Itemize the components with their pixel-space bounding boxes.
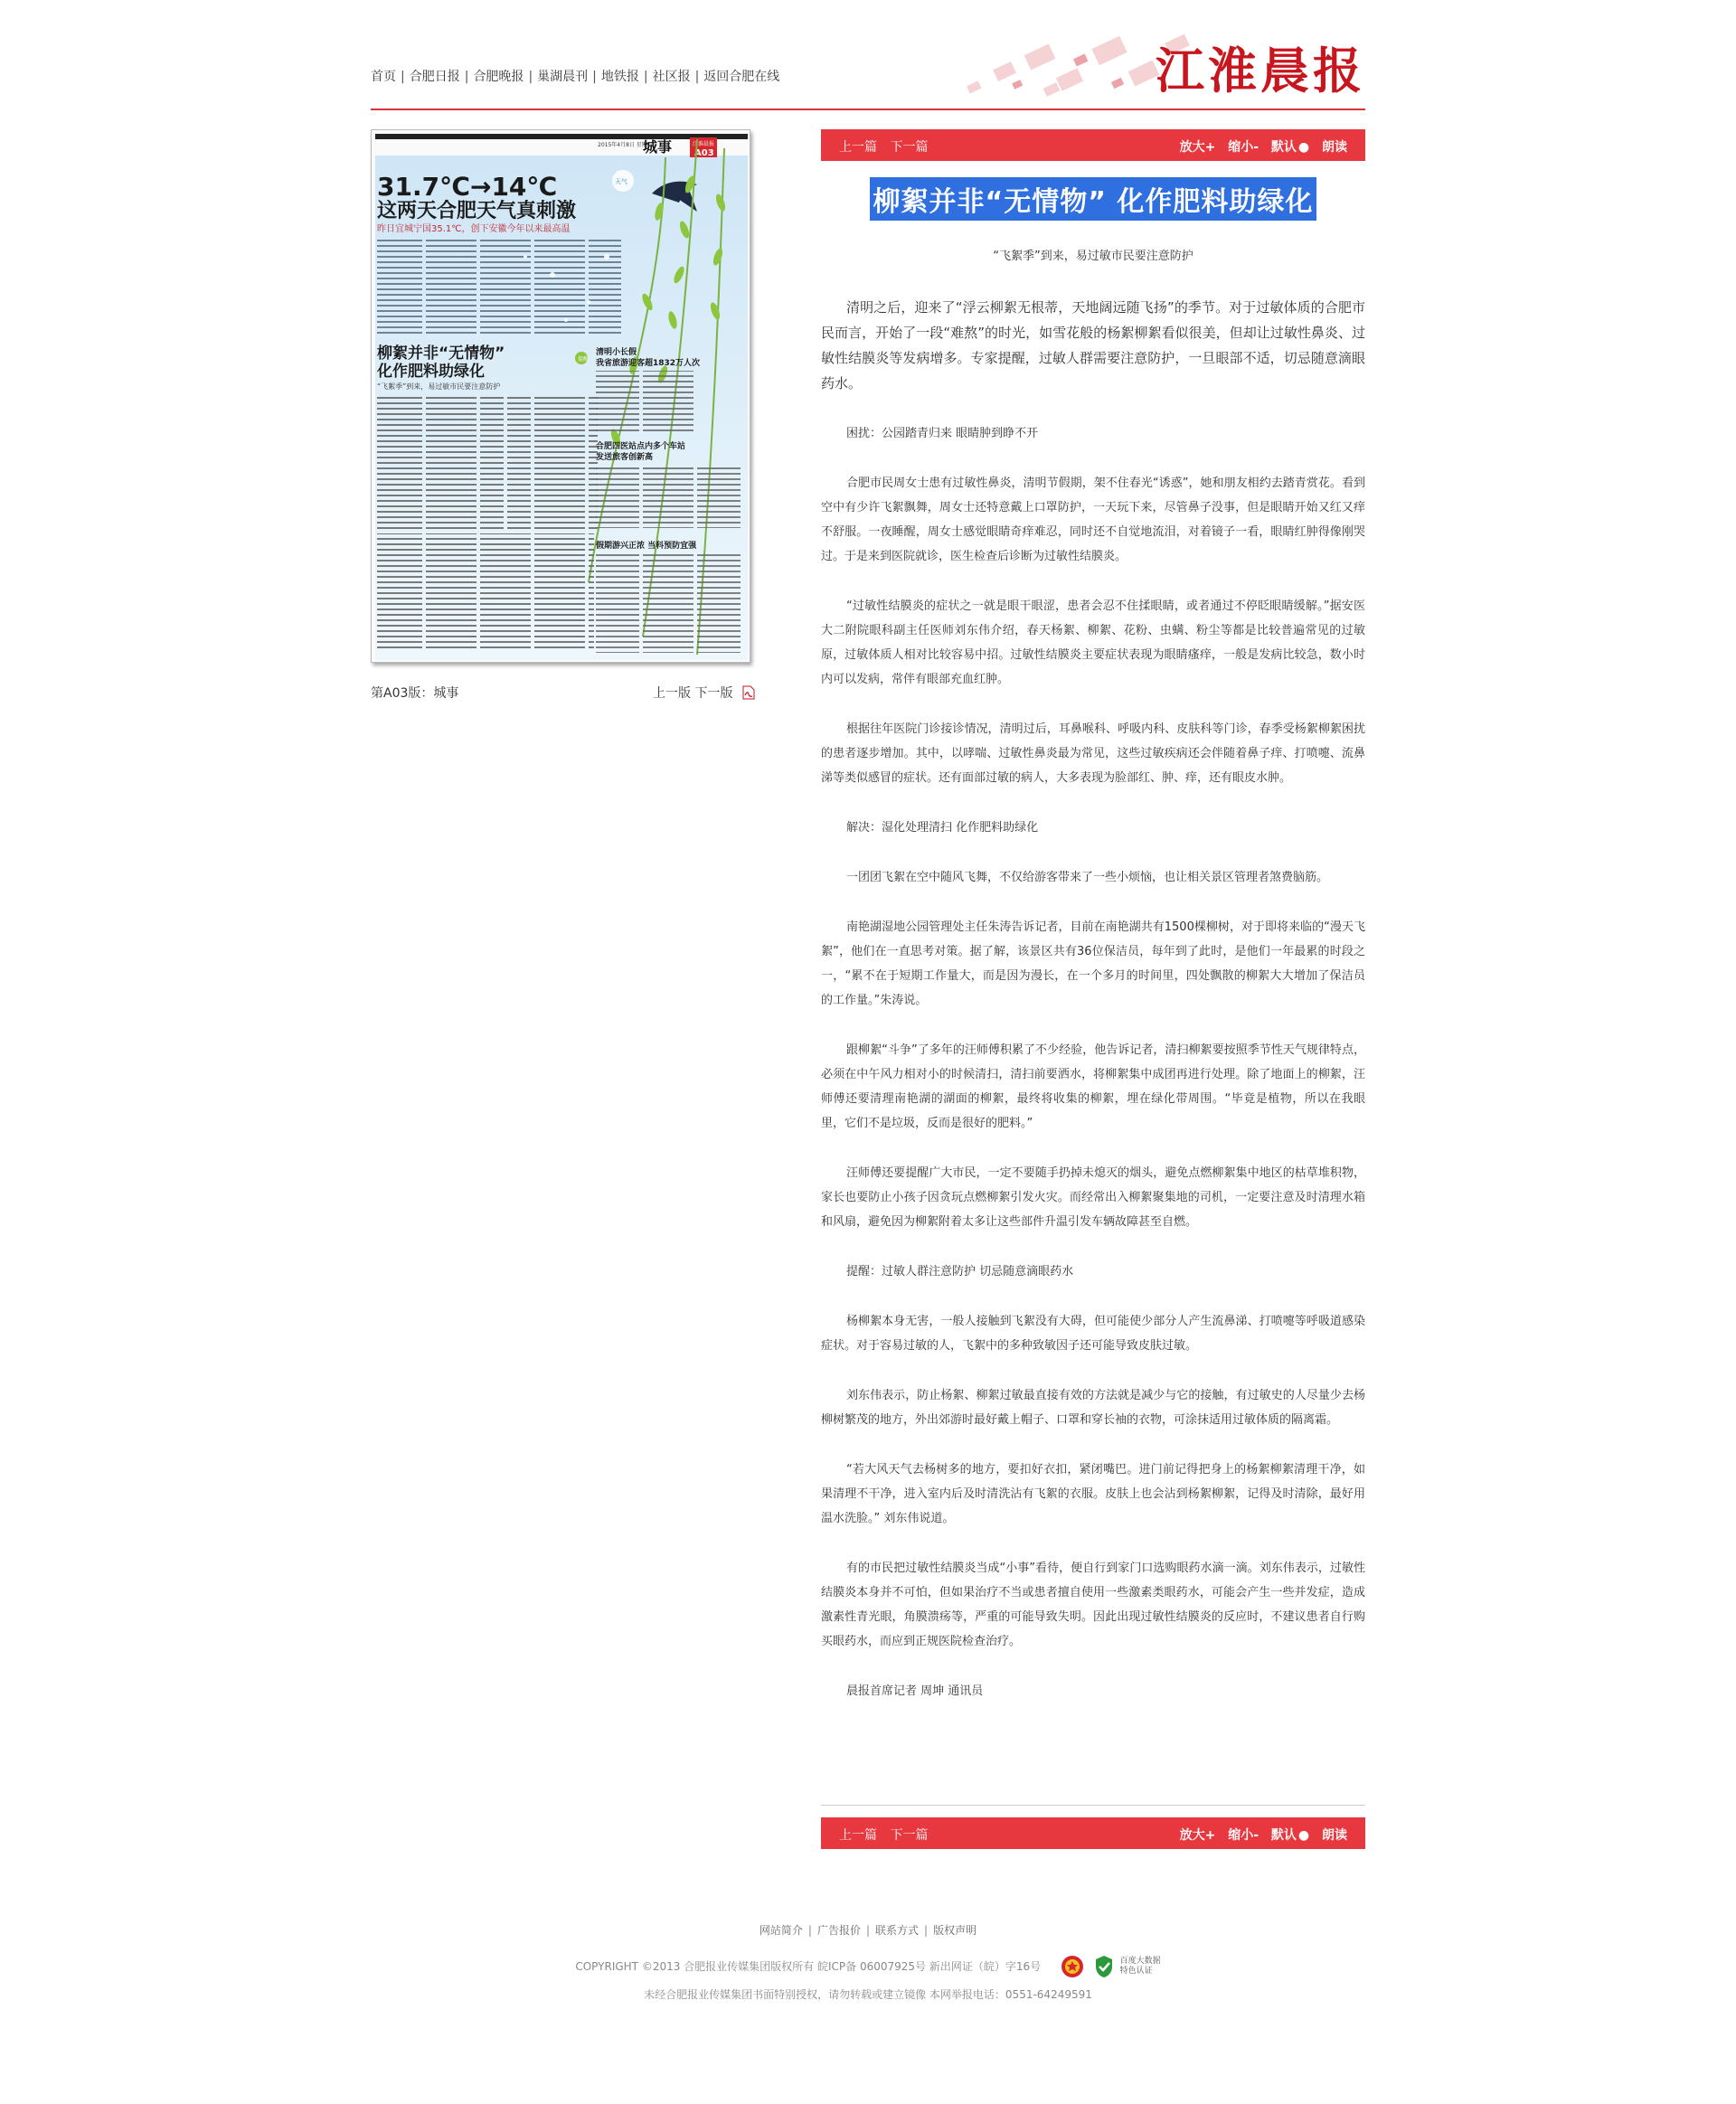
article-body: [821, 295, 1365, 1729]
nav-separator: |: [528, 70, 533, 84]
nav-metro[interactable]: 地铁报: [600, 70, 639, 84]
article-divider: [821, 1805, 1365, 1806]
default-size-button[interactable]: [1271, 140, 1309, 155]
page-section-name: 城事: [643, 138, 673, 156]
default-dot-icon: ●: [1297, 1828, 1310, 1843]
brand-logo[interactable]: 江淮晨报: [1156, 42, 1365, 99]
zoom-out-button[interactable]: 缩小-: [1228, 140, 1260, 155]
prev-article-button[interactable]: 上一篇: [839, 1828, 877, 1843]
zoom-in-button[interactable]: 放大+: [1179, 140, 1216, 155]
footer-link-contact[interactable]: 联系方式: [875, 1924, 920, 1937]
weather-subheadline: 昨日宜城宁国35.1℃，创下安徽今年以来最高温: [377, 224, 571, 234]
nav-separator: |: [643, 70, 648, 84]
newspaper-page-image[interactable]: [371, 129, 750, 663]
footer-separator: |: [865, 1924, 871, 1937]
nav-hefei-evening[interactable]: 合肥晚报: [473, 70, 524, 84]
next-article-button[interactable]: 下一篇: [890, 140, 929, 155]
page-nav: [653, 684, 755, 702]
default-size-button[interactable]: [1271, 1828, 1309, 1843]
default-size-label: 默认: [1270, 1828, 1297, 1843]
newspaper-page-drawing: [372, 130, 750, 663]
read-aloud-button[interactable]: 朗读: [1322, 1828, 1347, 1843]
nav-home[interactable]: 首页: [371, 70, 396, 84]
article-paragraph: 汪师傅还要提醒广大市民，一定不要随手扔掉未熄灭的烟头，避免点燃柳絮集中地区的枯草堆积物，家长也要防止小孩子因贪玩点燃柳絮引发火灾。而经常出入柳絮聚集地的司机，一定要注意及时清理水箱和风扇，避免因为柳絮附着太多让这些部件升温引发车辆故障甚至自燃。: [821, 1166, 1365, 1229]
article-subtitle: “飞絮季”到来，易过敏市民要注意防护: [993, 250, 1194, 263]
nav-chaohu[interactable]: 巢湖晨刊: [537, 70, 589, 84]
nav-back-hefei-online[interactable]: 返回合肥在线: [703, 70, 780, 84]
willow-headline-2: 化作肥料助绿化: [377, 363, 485, 381]
article-paragraph: 一团团飞絮在空中随风飞舞，不仅给游客带来了一些小烦恼，也让相关景区管理者煞费脑筋。: [846, 871, 1329, 884]
side-headline-2b: 发送旅客创新高: [596, 453, 654, 462]
page-badge-top: 江淮晨报: [693, 141, 715, 147]
article-paragraph: 清明之后，迎来了“浮云柳絮无根蒂，天地阔远随飞扬”的季节。对于过敏体质的合肥市民而言，开始了一段“难熬”的时光，如雪花般的杨絮柳絮看似很美，但却让过敏性鼻炎、过敏性结膜炎等发病增多。专家提醒，过敏人群需要注意防护，一旦眼部不适，切忌随意滴眼药水。: [821, 299, 1365, 392]
pdf-icon[interactable]: [742, 685, 755, 700]
side-headline-2: 合肥四医站点内多个车站: [596, 442, 686, 451]
default-dot-icon: ●: [1297, 140, 1310, 155]
weather-headline-2: 这两天合肥天气真刺激: [377, 200, 577, 222]
nav-separator: |: [464, 70, 469, 84]
badge-label-2: 特色认证: [1119, 1967, 1153, 1976]
article-paragraph: 杨柳絮本身无害，一般人接触到飞絮没有大碍，但可能使少部分人产生流鼻涕、打喷嚏等呼吸道感染症状。对于容易过敏的人，飞絮中的多种致敏因子还可能导致皮肤过敏。: [821, 1315, 1365, 1353]
police-badge-icon[interactable]: [1061, 1953, 1084, 1980]
zoom-out-button[interactable]: 缩小-: [1228, 1828, 1260, 1843]
article-section-heading: 提醒：过敏人群注意防护 切忌随意滴眼药水: [846, 1265, 1074, 1278]
nav-separator: |: [592, 70, 597, 84]
side-headline-1: 清明小长假: [596, 348, 637, 357]
footer-copyright-row: [0, 1953, 1736, 1980]
badge-text: [1120, 1957, 1161, 1977]
article-byline: 晨报首席记者 周坤 通讯员: [846, 1684, 984, 1698]
article-paragraph: 根据往年医院门诊接诊情况，清明过后，耳鼻喉科、呼吸内科、皮肤科等门诊，春季受杨絮柳絮困扰的患者逐步增加。其中，以哮喘、过敏性鼻炎最为常见，这些过敏疾病还会伴随着鼻子痒、打喷嚏、流鼻涕等类似感冒的症状。还有面部过敏的病人，大多表现为脸部红、肿、痒，还有眼皮水肿。: [821, 722, 1365, 785]
footer-link-ads[interactable]: 广告报价: [816, 1924, 861, 1937]
nav-separator: |: [694, 70, 700, 84]
side-headline-3: 假期游兴正浓 当科预防宜强: [596, 542, 697, 551]
page-badge-num: A03: [694, 148, 714, 158]
footer-link-copyright[interactable]: 版权声明: [933, 1924, 977, 1937]
article-paragraph: 跟柳絮“斗争”了多年的汪师傅积累了不少经验，他告诉记者，清扫柳絮要按照季节性天气规律特点，必须在中午风力相对小的时候清扫，清扫前要洒水，将柳絮集中成团再进行处理。除了地面上的柳絮，汪师傅还要清理南艳湖的湖面的柳絮，最终将收集的柳絮，埋在绿化带周围。“毕竟是植物，所以在我眼里，它们不是垃圾，反而是很好的肥料。”: [821, 1043, 1365, 1130]
prev-page-link[interactable]: 上一版: [653, 686, 691, 701]
top-nav: [371, 67, 779, 85]
footer-copyright: COPYRIGHT ©2013 合肥报业传媒集团版权所有 皖ICP备 06007925号 新出网证（皖）字16号: [575, 1959, 1042, 1973]
weather-headline: 31.7℃→14℃: [377, 172, 558, 202]
footer-separator: |: [807, 1924, 812, 1937]
article-section-heading: 困扰：公园踏青归来 眼睛肿到睁不开: [846, 427, 1039, 440]
article-title: 柳絮并非“无情物” 化作肥料助绿化: [870, 177, 1317, 221]
article-toolbar-top: [821, 129, 1365, 161]
article-toolbar-bottom: [821, 1817, 1365, 1849]
read-aloud-button[interactable]: 朗读: [1322, 140, 1347, 155]
footer-notice: 未经合肥报业传媒集团书面特别授权，请勿转载或建立镜像 本网举报电话：0551-64249591: [644, 1988, 1092, 2001]
willow-subheadline: “飞絮季”到来，易过敏市民要注意防护: [377, 382, 501, 391]
next-page-link[interactable]: 下一版: [694, 686, 733, 701]
nav-community[interactable]: 社区报: [652, 70, 691, 84]
prev-article-button[interactable]: 上一篇: [839, 140, 877, 155]
article-paragraph: 刘东伟表示，防止杨絮、柳絮过敏最直接有效的方法就是减少与它的接触，有过敏史的人尽量少去杨柳树繁茂的地方，外出郊游时最好戴上帽子、口罩和穿长袖的衣物，可涂抹适用过敏体质的隔离霜。: [821, 1389, 1365, 1427]
page-date-line: 2015年4月8日 星期三: [598, 142, 653, 148]
article-paragraph: 有的市民把过敏性结膜炎当成“小事”看待，便自行到家门口选购眼药水滴一滴。刘东伟表示，过敏性结膜炎本身并不可怕，但如果治疗不当或患者擅自使用一些激素类眼药水，可能会产生一些并发症，造成激素性青光眼，角膜溃疡等，严重的可能导致失明。因此出现过敏性结膜炎的反应时，不建议患者自行购买眼药水，而应到正规医院检查治疗。: [821, 1561, 1365, 1648]
zoom-in-button[interactable]: 放大+: [1179, 1828, 1216, 1843]
article-paragraph: “若大风天气去杨树多的地方，要扣好衣扣，紧闭嘴巴。进门前记得把身上的杨絮柳絮清理干净，如果清理不干净，进入室内后及时清洗沾有飞絮的衣服。皮肤上也会沾到杨絮柳絮，记得及时清除，最好用温水洗脸。” 刘东伟说道。: [821, 1463, 1365, 1525]
willow-headline: 柳絮并非“无情物”: [377, 344, 505, 363]
article-paragraph: “过敏性结膜炎的症状之一就是眼干眼涩，患者会忍不住揉眼睛，或者通过不停眨眼睛缓解。”据安医大二附院眼科副主任医师刘东伟介绍，春天杨絮、柳絮、花粉、虫螨、粉尘等都是比较普遍常见的过敏原，过敏体质人相对比较容易中招。过敏性结膜炎主要症状表现为眼睛瘙痒，一般是发病比较急，数小时内可以发病，常伴有眼部充血红肿。: [821, 599, 1365, 686]
nav-separator: |: [401, 70, 405, 84]
article-paragraph: 合肥市民周女士患有过敏性鼻炎，清明节假期，架不住春光“诱惑”，她和朋友相约去踏青赏花。看到空中有少许飞絮飘舞，周女士还特意戴上口罩防护，一天玩下来，尽管鼻子没事，但是眼睛开始又红又痒不舒服。一夜睡醒，周女士感觉眼睛奇痒难忍，同时还不自觉地流泪，对着镜子一看，眼睛红肿得像刚哭过。于是来到医院就诊，医生检查后诊断为过敏性结膜炎。: [821, 476, 1365, 563]
site-header: [371, 27, 1365, 110]
page-caption: 第A03版：城事: [371, 686, 459, 701]
article-section-heading: 解决：湿化处理清扫 化作肥料助绿化: [846, 821, 1039, 835]
footer-links: [0, 1922, 1736, 1938]
article-title-wrap: [821, 177, 1365, 221]
article-paragraph: 南艳湖湿地公园管理处主任朱涛告诉记者，目前在南艳湖共有1500棵柳树，对于即将来临的“漫天飞絮”，他们在一直思考对策。据了解，该景区共有36位保洁员，每年到了此时，是他们一年最累的时段之一，“累不在于短期工作量大，而是因为漫长，在一个多月的时间里，四处飘散的柳絮大大增加了保洁员的工作量。”朱涛说。: [821, 920, 1365, 1007]
footer-badges: [1061, 1953, 1161, 1980]
nav-hefei-daily[interactable]: 合肥日报: [409, 70, 460, 84]
side-tag: 提醒: [578, 356, 590, 363]
default-size-label: 默认: [1270, 140, 1297, 155]
verified-shield-icon[interactable]: [1093, 1954, 1115, 1979]
next-article-button[interactable]: 下一篇: [890, 1828, 929, 1843]
side-headline-1b: 我省旅游迎客超1832万人次: [596, 359, 701, 368]
footer-link-about[interactable]: 网站简介: [759, 1924, 803, 1937]
footer-separator: |: [924, 1924, 929, 1937]
weather-tag: 天气: [615, 178, 627, 185]
badge-label-1: 百度大数据: [1119, 1957, 1161, 1966]
